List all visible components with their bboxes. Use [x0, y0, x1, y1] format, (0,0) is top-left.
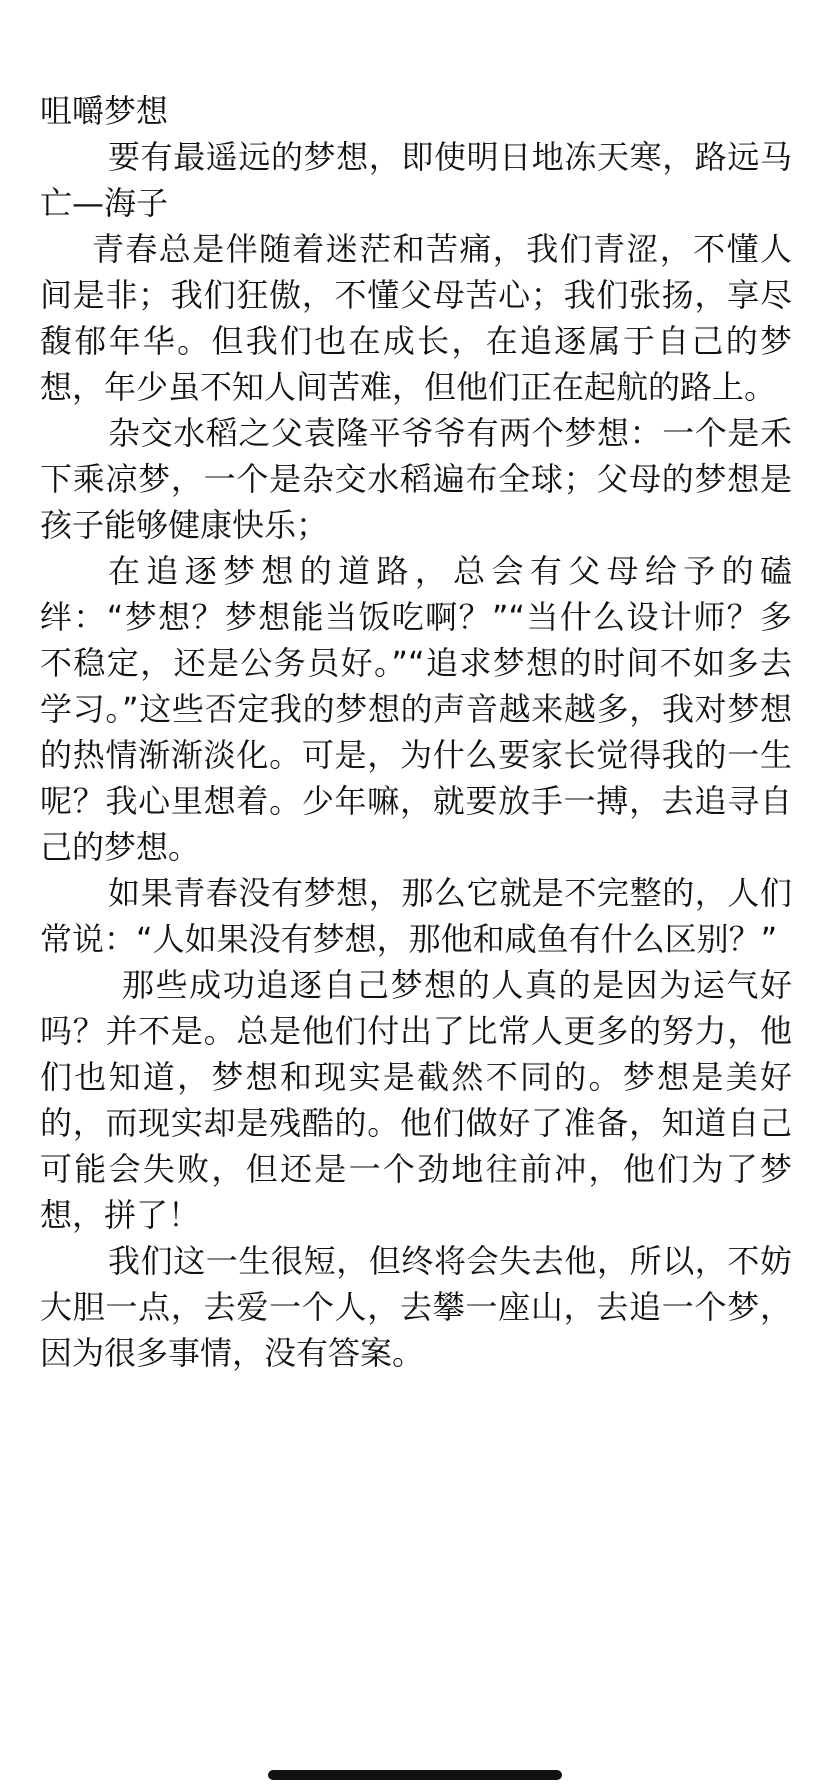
paragraph-success: 那些成功追逐自己梦想的人真的是因为运气好吗？并不是。总是他们付出了比常人更多的努力，他们也知道，梦想和现实是截然不同的。梦想是美好的，而现实却是残酷的。他们做好了准备，知道自己可能会失败，但还是一个劲地往前冲，他们为了梦想，拼了！ — [40, 966, 792, 1234]
paragraph-no-dream: 如果青春没有梦想，那么它就是不完整的，人们常说：“人如果没有梦想，那他和咸鱼有什么区别？” — [40, 874, 792, 958]
paragraph-epigraph: 要有最遥远的梦想，即使明日地冻天寒，路远马亡—海子 — [40, 138, 792, 222]
paragraph-youth: 青春总是伴随着迷茫和苦痛，我们青涩，不懂人间是非；我们狂傲，不懂父母苦心；我们张扬，享尽馥郁年华。但我们也在成长，在追逐属于自己的梦想，年少虽不知人间苦难，但他们正在起航的路上。 — [40, 230, 792, 406]
article-body — [40, 88, 792, 1376]
paragraph-conclusion: 我们这一生很短，但终将会失去他，所以，不妨大胆一点，去爱一个人，去攀一座山，去追一个梦，因为很多事情，没有答案。 — [40, 1242, 792, 1372]
paragraph-obstacles: 在追逐梦想的道路，总会有父母给予的磕绊：“梦想？梦想能当饭吃啊？”“当什么设计师？多不稳定，还是公务员好。”“追求梦想的时间不如多去学习。”这些否定我的梦想的声音越来越多，我对梦想的热情渐渐淡化。可是，为什么要家长觉得我的一生呢？我心里想着。少年嘛，就要放手一搏，去追寻自己的梦想。 — [40, 552, 792, 866]
paragraph-yuan-longping: 杂交水稻之父袁隆平爷爷有两个梦想：一个是禾下乘凉梦，一个是杂交水稻遍布全球；父母的梦想是孩子能够健康快乐； — [40, 414, 792, 544]
article-title: 咀嚼梦想 — [40, 92, 169, 130]
home-indicator[interactable] — [268, 1770, 562, 1780]
